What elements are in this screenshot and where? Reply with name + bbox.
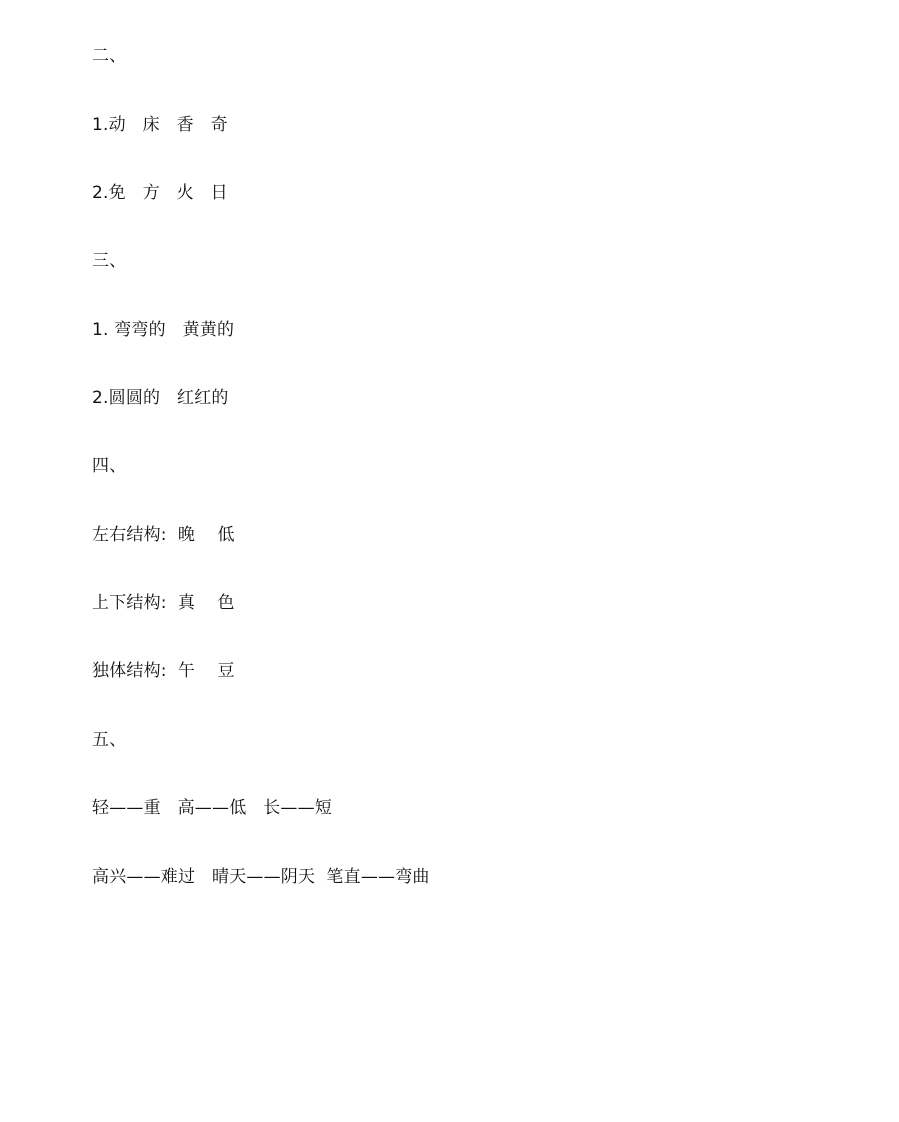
section-4-single: 独体结构: 午 豆	[92, 661, 235, 681]
section-4-left-right: 左右结构: 晚 低	[92, 525, 235, 545]
section-4-top-bottom: 上下结构: 真 色	[92, 593, 235, 613]
section-5-antonyms-2: 高兴——难过 晴天——阴天 笔直——弯曲	[92, 867, 430, 887]
section-3-item-2: 2.圆圆的 红红的	[92, 388, 229, 408]
section-2-item-1: 1.动 床 香 奇	[92, 115, 228, 135]
section-2-item-2: 2.免 方 火 日	[92, 183, 228, 203]
section-3-item-1: 1. 弯弯的 黄黄的	[92, 320, 235, 340]
section-5-antonyms-1: 轻——重 高——低 长——短	[92, 798, 333, 818]
section-2-heading: 二、	[92, 46, 127, 66]
section-4-heading: 四、	[92, 456, 127, 476]
section-5-heading: 五、	[92, 730, 127, 750]
section-3-heading: 三、	[92, 251, 127, 271]
